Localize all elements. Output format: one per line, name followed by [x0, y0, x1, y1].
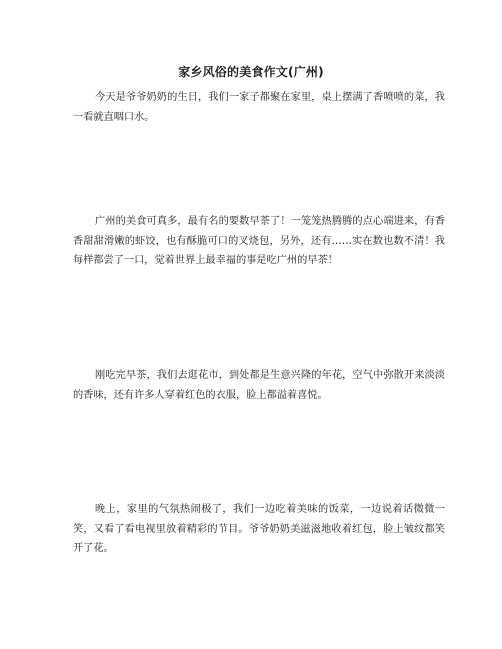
paragraph-morning-tea: 广州的美食可真多，最有名的要数早茶了！一笼笼热腾腾的点心端进来，有香香甜甜滑嫩的虾饺，也有酥脆可口的叉烧包，另外，还有……实在数也数不清！我每样都尝了一口，觉着世界上最幸福的事是吃广州的早茶！ [73, 216, 445, 266]
paragraph-birthday: 今天是爷爷奶奶的生日，我们一家子都聚在家里，桌上摆满了香喷喷的菜，我一看就直咽口水。 [73, 92, 445, 123]
paragraph-evening: 晚上，家里的气氛热闹极了，我们一边吃着美味的饭菜，一边说着话微微一笑，又看了看电视里放着精彩的节目。爷爷奶奶美滋滋地收着红包，脸上皱纹都笑开了花。 [73, 504, 445, 554]
paragraph-flower-market: 刚吃完早茶，我们去逛花市，到处都是生意兴隆的年花，空气中弥散开来淡淡的香味，还有许多人穿着红色的衣服，脸上都溢着喜悦。 [73, 370, 445, 401]
document-title: 家乡风俗的美食作文(广州) [178, 65, 324, 79]
